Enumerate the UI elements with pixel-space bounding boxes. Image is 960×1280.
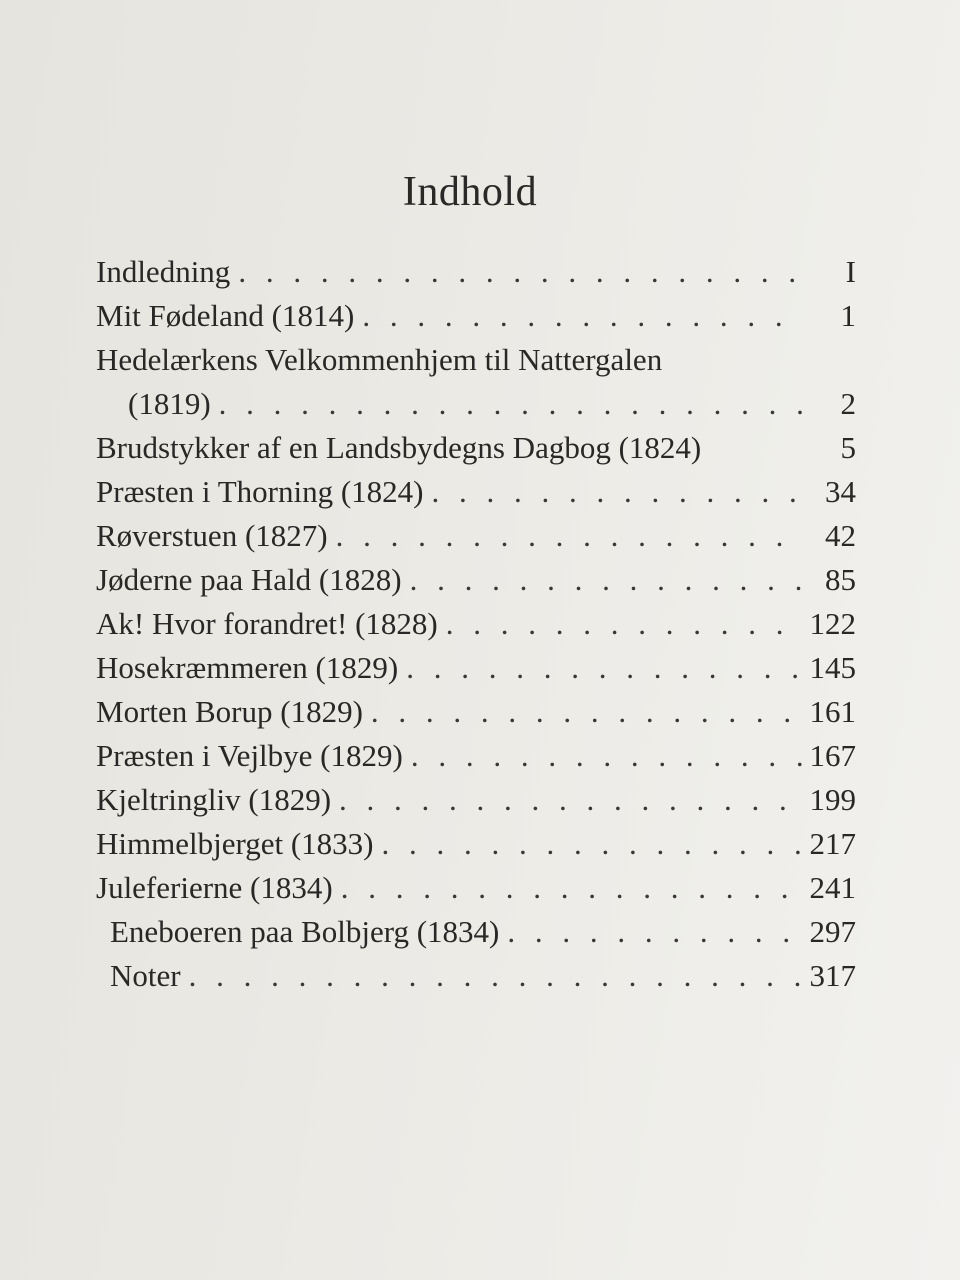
dot-leader bbox=[238, 250, 802, 294]
toc-entry-title: Præsten i Vejlbye (1829) bbox=[96, 738, 403, 773]
toc-entry bbox=[96, 646, 856, 690]
toc-entry bbox=[96, 250, 856, 294]
toc-entry-title: Juleferierne (1834) bbox=[96, 870, 333, 905]
toc-entry-title: Ak! Hvor forandret! (1828) bbox=[96, 606, 438, 641]
toc-entry bbox=[96, 338, 856, 382]
toc-entry bbox=[96, 866, 856, 910]
toc-entry bbox=[96, 910, 856, 954]
toc-entry-page: 217 bbox=[809, 826, 856, 861]
toc-entry bbox=[96, 426, 856, 470]
toc-entry-title: Noter bbox=[110, 958, 181, 993]
toc-entry bbox=[96, 822, 856, 866]
toc-entry-title: Jøderne paa Hald (1828) bbox=[96, 562, 402, 597]
toc-entry bbox=[96, 954, 856, 998]
dot-leader bbox=[406, 646, 802, 690]
toc-entry bbox=[96, 558, 856, 602]
toc-entry-page: 199 bbox=[809, 782, 856, 817]
toc-entry-title: Himmelbjerget (1833) bbox=[96, 826, 374, 861]
toc-entry-page: I bbox=[845, 254, 856, 289]
toc-entry bbox=[96, 514, 856, 558]
dot-leader bbox=[432, 470, 803, 514]
toc-entry-title: Hedelærkens Velkommenhjem til Nattergalen bbox=[96, 342, 663, 377]
toc-entry-title: Hosekræmmeren (1829) bbox=[96, 650, 399, 685]
toc-entry bbox=[96, 602, 856, 646]
dot-leader bbox=[336, 514, 802, 558]
toc-entry-page: 161 bbox=[809, 694, 856, 729]
toc-entry bbox=[96, 778, 856, 822]
toc-entry-page: 145 bbox=[809, 650, 856, 685]
dot-leader bbox=[371, 690, 802, 734]
toc-entry-page: 1 bbox=[840, 298, 856, 333]
dot-leader bbox=[362, 294, 802, 338]
toc-entry-title: Indledning bbox=[96, 254, 231, 289]
toc-entry-title: Mit Fødeland (1814) bbox=[96, 298, 355, 333]
toc-entry-title: Morten Borup (1829) bbox=[96, 694, 363, 729]
toc-entry-page: 42 bbox=[825, 518, 856, 553]
toc-entry bbox=[96, 734, 856, 778]
toc-entry-page: 122 bbox=[809, 606, 856, 641]
toc-entry-page: 34 bbox=[825, 474, 856, 509]
toc-entry-page: 167 bbox=[809, 738, 856, 773]
dot-leader bbox=[339, 778, 802, 822]
table-of-contents bbox=[96, 250, 856, 998]
toc-entry-page: 317 bbox=[809, 958, 856, 993]
dot-leader bbox=[189, 954, 802, 998]
dot-leader bbox=[411, 734, 802, 778]
toc-entry bbox=[96, 294, 856, 338]
dot-leader bbox=[507, 910, 802, 954]
toc-entry-page: 297 bbox=[809, 914, 856, 949]
toc-entry-title: Eneboeren paa Bolbjerg (1834) bbox=[110, 914, 500, 949]
dot-leader bbox=[341, 866, 802, 910]
toc-entry-title: Røverstuen (1827) bbox=[96, 518, 328, 553]
toc-entry-title: Præsten i Thorning (1824) bbox=[96, 474, 424, 509]
toc-entry-page: 2 bbox=[840, 386, 856, 421]
toc-entry-continued bbox=[96, 382, 856, 426]
toc-entry-title: Kjeltringliv (1829) bbox=[96, 782, 332, 817]
toc-entry bbox=[96, 470, 856, 514]
toc-entry bbox=[96, 690, 856, 734]
toc-entry-page: 5 bbox=[840, 430, 856, 465]
toc-entry-title: Brudstykker af en Landsbydegns Dagbog (1824) bbox=[96, 430, 702, 465]
dot-leader bbox=[219, 382, 802, 426]
toc-entry-title-continued: (1819) bbox=[128, 386, 211, 421]
page-title: Indhold bbox=[402, 169, 538, 215]
toc-entry-page: 241 bbox=[809, 870, 856, 905]
toc-entry-page: 85 bbox=[825, 562, 856, 597]
dot-leader bbox=[382, 822, 802, 866]
dot-leader bbox=[410, 558, 802, 602]
dot-leader bbox=[446, 602, 802, 646]
